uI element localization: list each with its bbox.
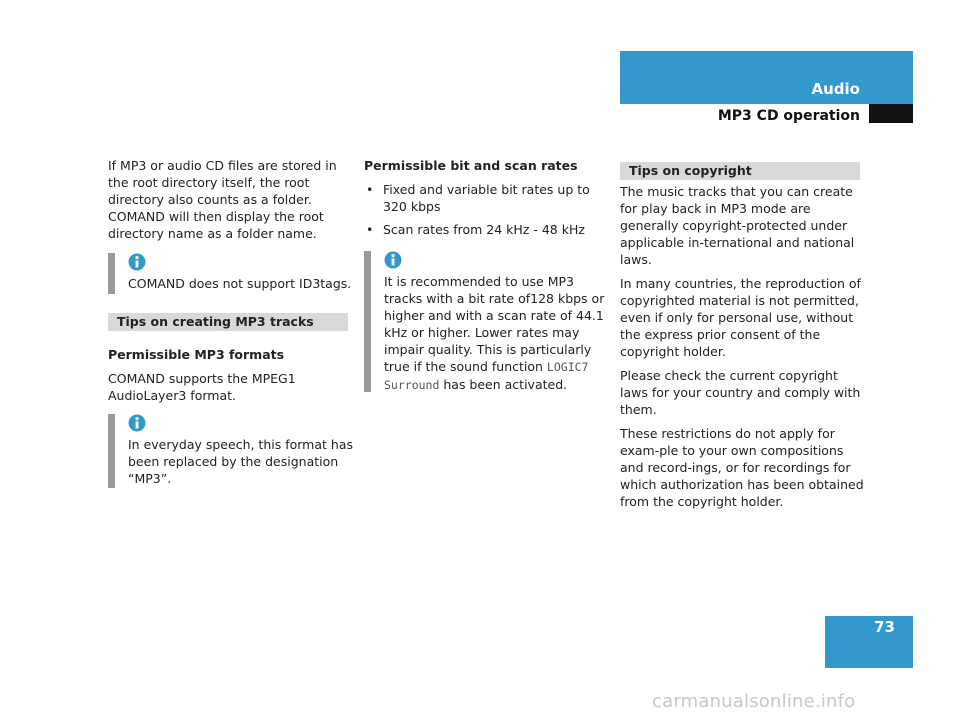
info-icon — [384, 251, 402, 269]
section-header-copyright: Tips on copyright — [620, 162, 860, 180]
column-2 — [364, 157, 607, 244]
header-band — [620, 51, 913, 104]
info-text: COMAND does not support ID3tags. — [128, 276, 352, 291]
sound-function-name: LOGIC7 Surround — [384, 360, 589, 392]
intro-paragraph: If MP3 or audio CD files are stored in the root directory itself, the root directory also counts as a folder. COMAND will then display the root directory name as a folder name. — [108, 158, 337, 241]
info-note-3 — [364, 251, 609, 392]
section-title: Audio — [811, 80, 860, 98]
page-number: 73 — [874, 618, 895, 636]
section-header-mp3-tips: Tips on creating MP3 tracks — [108, 313, 348, 331]
copyright-paragraph: The music tracks that you can create for play back in MP3 mode are generally copyright-protected under applicable in-ternational and national laws. — [620, 184, 855, 267]
list-item: • Scan rates from 24 kHz - 48 kHz — [364, 221, 607, 238]
info-note-2 — [108, 414, 353, 488]
copyright-paragraph: These restrictions do not apply for exam-ple to your own compositions and record-ings, or for recordings for which authorization has been obtained from the copyright holder. — [620, 426, 864, 509]
info-text-part: It is recommended to use MP3 tracks with a bit rate of128 kbps or higher and with a scan rate of 44.1 kHz or higher. Lower rates may impair quality. This is particularly true if the sound function — [384, 274, 605, 374]
bitrate-list — [364, 181, 607, 238]
copyright-paragraph: Please check the current copyright laws for your country and comply with them. — [620, 368, 861, 417]
formats-block — [108, 346, 351, 411]
formats-text: COMAND supports the MPEG1 AudioLayer3 format. — [108, 371, 296, 403]
watermark: carmanualsonline.info — [652, 691, 856, 712]
subsection-title: MP3 CD operation — [717, 108, 860, 124]
info-text-part: has been activated. — [439, 377, 568, 392]
column-1 — [108, 157, 351, 249]
column-3 — [620, 183, 865, 517]
header-marker — [869, 104, 913, 123]
info-icon — [128, 253, 146, 271]
bitrate-heading: Permissible bit and scan rates — [364, 158, 578, 173]
info-text — [384, 273, 609, 394]
copyright-paragraph: In many countries, the reproduction of copyrighted material is not permitted, even if only for personal use, without the express prior consent of the copyright holder. — [620, 276, 861, 359]
info-note-1 — [108, 253, 353, 294]
info-text: In everyday speech, this format has been replaced by the designation “MP3”. — [128, 437, 353, 486]
formats-heading: Permissible MP3 formats — [108, 347, 285, 362]
list-item: • Fixed and variable bit rates up to 320 kbps — [364, 181, 607, 215]
info-icon — [128, 414, 146, 432]
